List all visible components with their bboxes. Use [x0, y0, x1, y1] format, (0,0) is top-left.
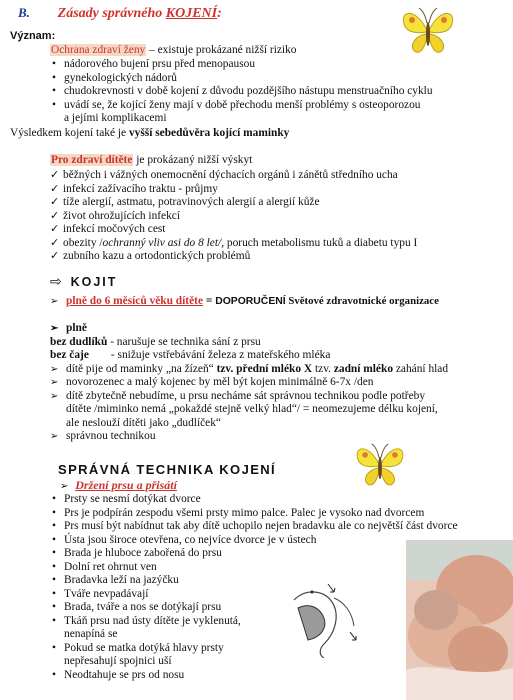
list-item: ✓ infekcí zažívacího traktu - průjmy: [50, 183, 490, 197]
list-item: • Dolní ret ohrnut ven: [50, 561, 510, 575]
list-item: • Brada je hluboce zabořená do prsu: [50, 547, 510, 561]
list-item: • Prs je podpírán zespodu všemi prsty mimo palce. Palec je vysoko nad dvorcem: [50, 507, 510, 521]
list-item-cont: nepřesahují spojnici uší: [64, 655, 172, 667]
kojit-heading: ⇨ KOJIT: [50, 275, 118, 290]
list-item-cont: dítěte /miminko nemá „pokaždé stejně velký hlad“/ = neomezujeme délku kojení,: [66, 403, 438, 415]
list-item: • chudokrevnosti v době kojení z důvodu pozdějšího nástupu menstruačního cyklu: [50, 85, 490, 99]
list-item: ✓ život ohrožujících infekcí: [50, 210, 490, 224]
arrow-right-icon: ➢: [60, 481, 69, 492]
list-item: • uvádí se, že kojící ženy mají v době přechodu menší problémy s osteoporozou: [50, 99, 490, 113]
list-item: ➢ dítě pije od maminky „na žízeň“ tzv. přední mléko X tzv. zadní mléko zahání hlad: [50, 363, 510, 377]
list-item: • gynekologických nádorů: [50, 72, 490, 86]
list-item: ➢ správnou technikou: [50, 430, 510, 444]
mother-health-list: [50, 58, 490, 126]
list-item: • Tkáň prsu nad ústy dítěte je vyklenutá,: [50, 615, 510, 629]
technique-subtitle: ➢ Držení prsu a přisátí: [60, 478, 177, 492]
list-item: ➢ novorozenec a malý kojenec by měl být kojen minimálně 6-7x /den: [50, 376, 510, 390]
list-item: bez dudlíků - narušuje se technika sání z prsu: [50, 335, 261, 348]
list-item: • Pokud se matka dotýká hlavy prsty: [50, 642, 510, 656]
list-item: ✓ zubního kazu a ortodontických problémů: [50, 250, 490, 264]
list-item: ➢ dítě zbytečně nebudíme, u prsu necháme sát správnou technikou podle potřeby: [50, 390, 510, 404]
result-sentence: Výsledkem kojení také je vyšší sebedůvěra kojící maminky: [10, 127, 290, 139]
list-item: bez čaje - snižuje vstřebávání železa z mateřského mléka: [50, 349, 331, 361]
list-item: ✓ běžných i vážných onemocnění dýchacích orgánů i zánětů středního ucha: [50, 169, 490, 183]
kojit-recommendation: ➢ plně do 6 měsíců věku dítěte = DOPORUČENÍ Světové zdravotnické organizace: [50, 295, 510, 309]
list-item: ✓ infekcí močových cest: [50, 223, 490, 237]
child-health-list: [50, 169, 490, 264]
list-item-cont: a jejími komplikacemi: [64, 112, 167, 124]
page-header: [18, 6, 318, 22]
technique-list: [50, 493, 510, 682]
list-item-cont: ale neslouží dítěti jako „dudlíček“: [66, 416, 221, 429]
vyznam-label: Význam:: [10, 30, 56, 42]
list-item-cont: nenapíná se: [64, 628, 118, 640]
list-item: • Brada, tváře a nos se dotýkají prsu: [50, 601, 510, 615]
list-item: ✓ obezity /ochranný vliv asi do 8 let/, poruch metabolismu tuků a diabetu typu I: [50, 237, 490, 251]
child-health-heading: Pro zdraví dítěte je prokázaný nižší výskyt: [51, 154, 253, 166]
mother-health-heading: Ochrana zdraví ženy – existuje prokázané nižší riziko: [51, 44, 297, 56]
list-item: • Bradavka leží na jazýčku: [50, 574, 510, 588]
butterfly-icon: [398, 4, 458, 62]
list-item: ✓ tíže alergií, astmatu, potravinových alergií a alergií kůže: [50, 196, 490, 210]
list-item: • Neodtahuje se prs od nosu: [50, 669, 510, 683]
technique-title: SPRÁVNÁ TECHNIKA KOJENÍ: [58, 462, 277, 477]
list-item: • Prsty se nesmí dotýkat dvorce: [50, 493, 510, 507]
list-item: • Ústa jsou široce otevřena, co nejvíce dvorce je v ústech: [50, 534, 510, 548]
list-item: • Tváře nevpadávají: [50, 588, 510, 602]
kojit-list: [50, 322, 510, 444]
list-item: • nádorového bujení prsu před menopausou: [50, 58, 490, 72]
page-title: Zásady správného KOJENÍ:: [57, 6, 222, 21]
arrow-right-icon: ⇨: [50, 275, 62, 290]
section-letter: B.: [18, 5, 30, 20]
list-item: • Prs musí být nabídnut tak aby dítě uchopilo nejen bradavku ale co největší část dvorce: [50, 520, 510, 534]
list-item: ➢ plně: [50, 322, 510, 336]
butterfly-icon: [352, 440, 408, 494]
